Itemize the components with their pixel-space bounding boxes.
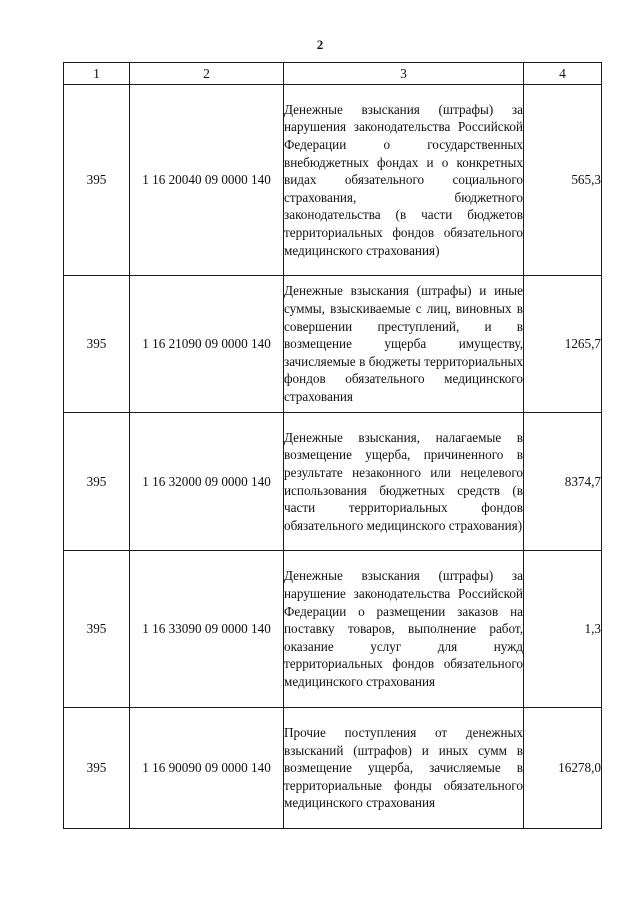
description-cell: Денежные взыскания (штрафы) и иные суммы, взыскиваемые с лиц, виновных в совершении преступлений, и в возмещение ущерба имуществу, зачисляемые в бюджеты территориальных фондов обязательного медицинского страхования (284, 276, 524, 413)
description-cell: Прочие поступления от денежных взысканий (штрафов) и иных сумм в возмещение ущерба, зачисляемые в территориальные фонды обязательного медицинского страхования (284, 708, 524, 829)
revenue-code-cell: 1 16 90090 09 0000 140 (130, 708, 284, 829)
column-header-3: 3 (284, 63, 524, 85)
table-row (64, 551, 602, 708)
amount-cell: 1265,7 (524, 276, 602, 413)
revenue-code-cell: 1 16 33090 09 0000 140 (130, 551, 284, 708)
table-row (64, 276, 602, 413)
description-cell: Денежные взыскания, налагаемые в возмещение ущерба, причиненного в результате незаконного или нецелевого использования бюджетных средств (в части территориальных фондов обязательного медицинского страхования) (284, 413, 524, 551)
amount-cell: 8374,7 (524, 413, 602, 551)
column-header-2: 2 (130, 63, 284, 85)
admin-code-cell: 395 (64, 708, 130, 829)
column-header-1: 1 (64, 63, 130, 85)
admin-code-cell: 395 (64, 276, 130, 413)
revenue-code-cell: 1 16 32000 09 0000 140 (130, 413, 284, 551)
revenue-table (63, 62, 602, 829)
table-row (64, 708, 602, 829)
admin-code-cell: 395 (64, 413, 130, 551)
revenue-code-cell: 1 16 20040 09 0000 140 (130, 85, 284, 276)
table-row (64, 85, 602, 276)
description-cell: Денежные взыскания (штрафы) за нарушения законодательства Российской Федерации о государственных внебюджетных фондах и о конкретных видах обязательного социального страхования, бюджетного законодательства (в части бюджетов территориальных фондов обязательного медицинского страхования) (284, 85, 524, 276)
description-cell: Денежные взыскания (штрафы) за нарушение законодательства Российской Федерации о размещении заказов на поставку товаров, выполнение работ, оказание услуг для нужд территориальных фондов обязательного медицинского страхования (284, 551, 524, 708)
column-header-4: 4 (524, 63, 602, 85)
amount-cell: 1,3 (524, 551, 602, 708)
admin-code-cell: 395 (64, 85, 130, 276)
table-row (64, 413, 602, 551)
amount-cell: 16278,0 (524, 708, 602, 829)
amount-cell: 565,3 (524, 85, 602, 276)
revenue-code-cell: 1 16 21090 09 0000 140 (130, 276, 284, 413)
admin-code-cell: 395 (64, 551, 130, 708)
page-number: 2 (316, 37, 324, 52)
table-header-row (64, 63, 602, 85)
